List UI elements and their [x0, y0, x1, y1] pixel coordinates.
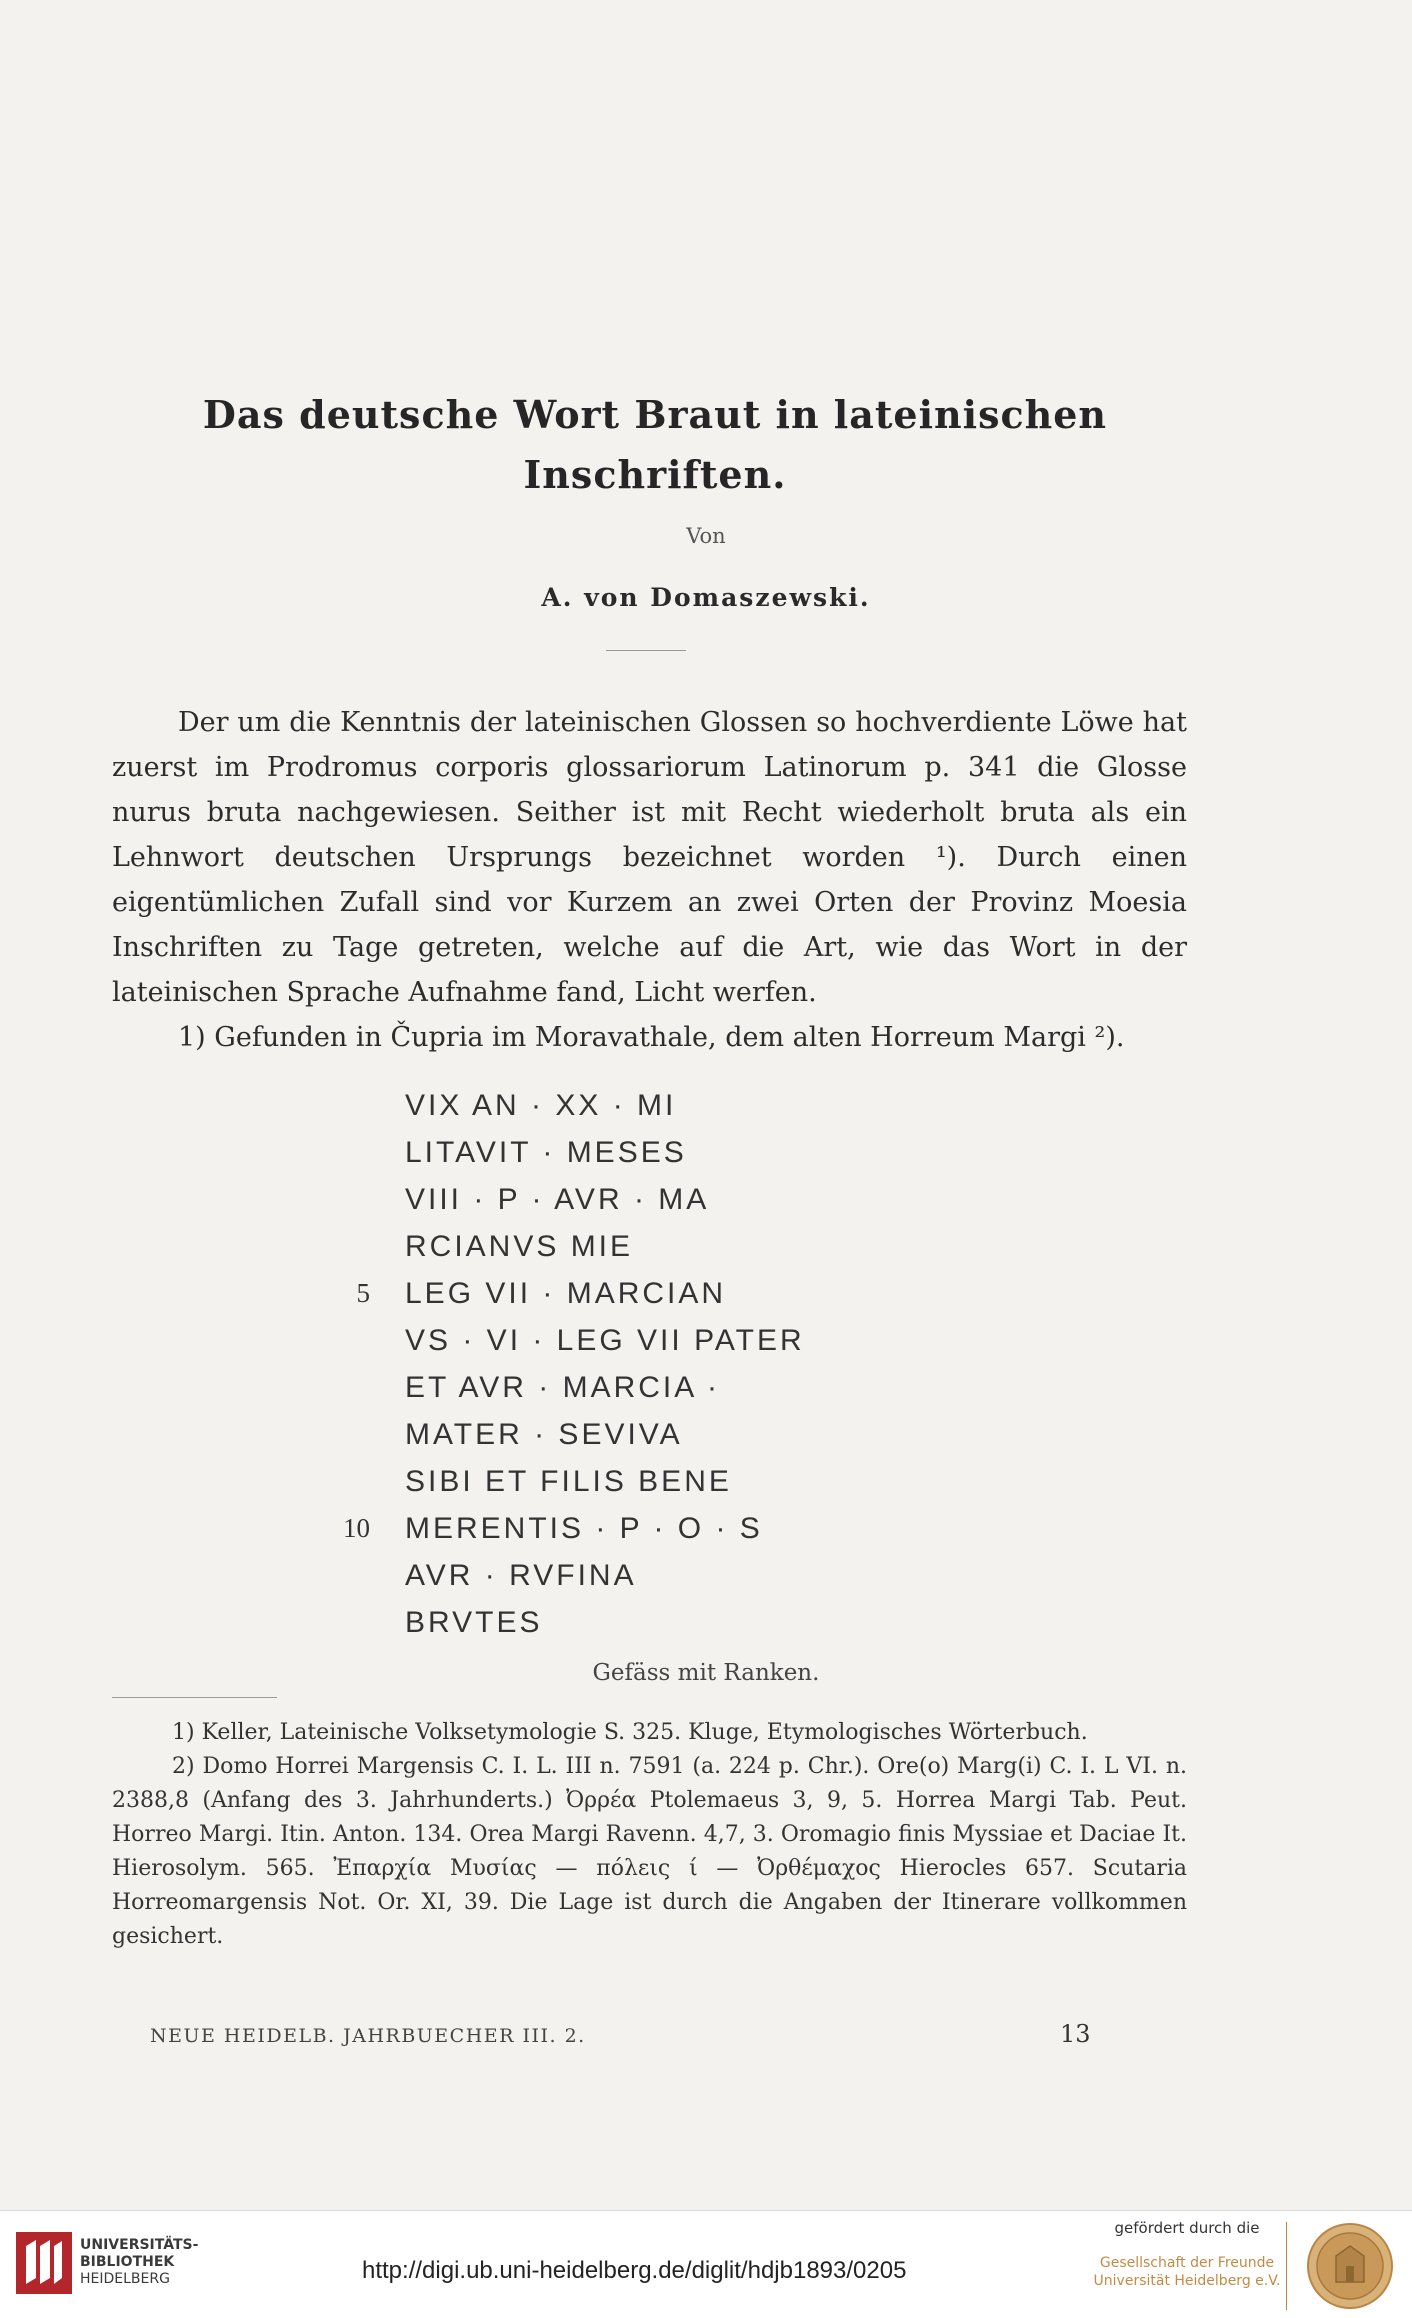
inscription-text: MATER · SEVIVA — [405, 1418, 683, 1451]
inscription-text: MERENTIS · P · O · S — [405, 1512, 763, 1545]
university-library-logo-icon — [16, 2232, 72, 2294]
sponsor-line-2: Universität Heidelberg e.V. — [1093, 2273, 1281, 2289]
library-line-1: UNIVERSITÄTS- — [80, 2237, 199, 2253]
inscription-text: VS · VI · LEG VII PATER — [405, 1324, 805, 1357]
inscription-line — [330, 1364, 950, 1411]
sponsor-block[interactable] — [1092, 2218, 1282, 2290]
byline-von: Von — [686, 524, 726, 548]
paragraph-2: 1) Gefunden in Čupria im Moravathale, dem alten Horreum Margi ²). — [178, 1022, 1125, 1053]
inscription-line — [330, 1129, 950, 1176]
library-line-2: BIBLIOTHEK — [80, 2254, 175, 2270]
inscription-line — [330, 1552, 950, 1599]
inscription-text: RCIANVS MIE — [405, 1230, 634, 1263]
author-name: A. von Domaszewski. — [541, 583, 871, 612]
library-line-3: HEIDELBERG — [80, 2271, 170, 2287]
footnotes — [112, 1716, 1187, 1954]
inscription-line — [330, 1599, 950, 1646]
university-seal-icon — [1306, 2222, 1394, 2310]
inscription-line — [330, 1505, 950, 1552]
sponsor-line-1: Gesellschaft der Freunde — [1099, 2255, 1275, 2271]
inscription-line — [330, 1223, 950, 1270]
line-number: 5 — [356, 1278, 370, 1308]
inscription-text: LITAVIT · MESES — [405, 1136, 687, 1169]
inscription-text: BRVTES — [405, 1606, 543, 1639]
inscription-text: AVR · RVFINA — [405, 1559, 637, 1592]
title-line-1: Das deutsche Wort Braut in lateinischen — [202, 392, 1108, 437]
footnote-2: 2) Domo Horrei Margensis C. I. L. III n. 7591 (a. 224 p. Chr.). Ore(o) Marg(i) C. I. L VI. n. 2388,8 (Anfang des 3. Jahrhunderts.) Ὀρρέα Ptolemaeus 3, 9, 5. Horrea Margi Tab. Peut. Horreo Margi. Itin. Anton. 134. Orea Margi Ravenn. 4,7, 3. Oromagio finis Myssiae et Daciae It. Hierosolym. 565. Ἐπαρχία Μυσίας — πόλεις ί — Ὀρθέμαχος Hierocles 657. Scutaria Horreomargensis Not. Or. XI, 39. Die Lage ist durch die Angaben der Itinerare vollkommen gesichert. — [112, 1754, 1187, 1949]
paragraph-1: Der um die Kenntnis der lateinischen Glossen so hochverdiente Löwe hat zuerst im Prodromus corporis glossariorum Latinorum p. 341 die Glosse nurus bruta nachgewiesen. Seither ist mit Recht wiederholt bruta als ein Lehnwort deutschen Ursprungs bezeichnet worden ¹). Durch einen eigentümlichen Zufall sind vor Kurzem an zwei Orten der Provinz Moesia Inschriften zu Tage getreten, welche auf die Art, wie das Wort in der lateinischen Sprache Aufnahme fand, Licht werfen. — [112, 707, 1187, 1008]
footnote-divider — [112, 1697, 277, 1698]
inscription-text: VIX AN · XX · MI — [405, 1089, 677, 1122]
inscription-line — [330, 1270, 950, 1317]
page-number: 13 — [1060, 2020, 1091, 2048]
article-title — [150, 385, 1160, 505]
inscription-line — [330, 1317, 950, 1364]
inscription-text: ET AVR · MARCIA · — [405, 1371, 720, 1404]
body-text — [112, 700, 1187, 1060]
library-name[interactable] — [80, 2237, 198, 2288]
inscription-block — [330, 1082, 950, 1646]
title-divider — [606, 650, 686, 651]
inscription-text: VIII · P · AVR · MA — [405, 1183, 710, 1216]
inscription-text: SIBI ET FILIS BENE — [405, 1465, 732, 1498]
inscription-text: LEG VII · MARCIAN — [405, 1277, 727, 1310]
sponsor-name — [1092, 2254, 1282, 2290]
inscription-line — [330, 1458, 950, 1505]
inscription-caption: Gefäss mit Ranken. — [592, 1660, 820, 1686]
inscription-line — [330, 1411, 950, 1458]
inscription-line — [330, 1176, 950, 1223]
running-head: NEUE HEIDELB. JAHRBUECHER III. 2. — [150, 2025, 586, 2047]
line-number: 10 — [343, 1513, 370, 1543]
sponsor-intro: gefördert durch die — [1114, 2219, 1260, 2237]
footnote-1: 1) Keller, Lateinische Volksetymologie S. 325. Kluge, Etymologisches Wörterbuch. — [172, 1720, 1088, 1745]
inscription-line — [330, 1082, 950, 1129]
title-line-2: Inschriften. — [523, 452, 787, 497]
sponsor-divider — [1286, 2222, 1287, 2310]
document-url-link[interactable]: http://digi.ub.uni-heidelberg.de/diglit/hdjb1893/0205 — [362, 2257, 907, 2284]
